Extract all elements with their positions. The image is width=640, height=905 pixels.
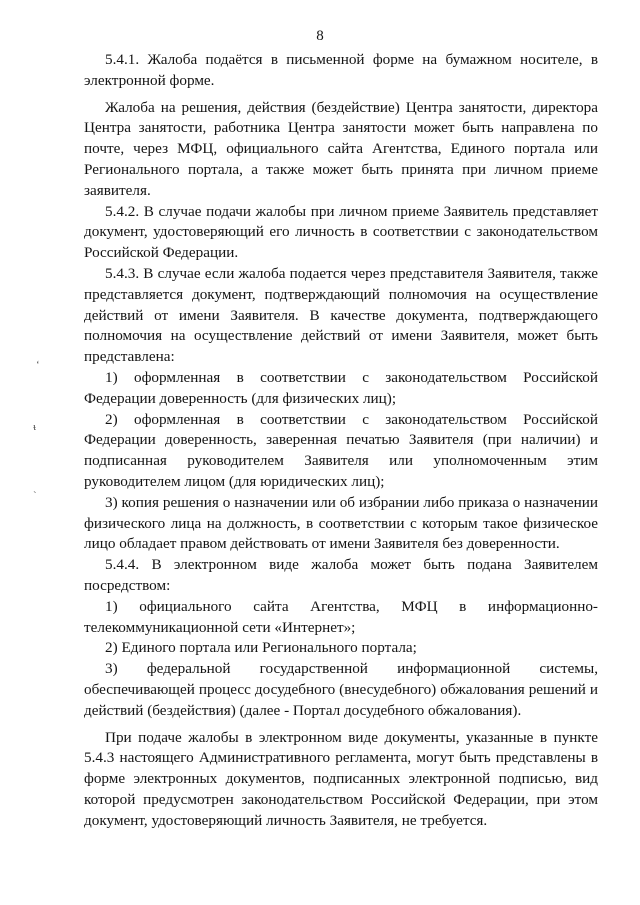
paragraph-complaint-channels: Жалоба на решения, действия (бездействие) Центра занятости, директора Центра занятости, работника Центра занятости может быть направлена по почте, через МФЦ, официального сайта Агентства, Единого портала или Регионального портала, а также может быть принята при личном приеме заявителя. bbox=[84, 98, 598, 199]
document-body bbox=[84, 50, 598, 831]
scan-mark: ʻ bbox=[36, 359, 40, 371]
list-item-official-site: 1) официального сайта Агентства, МФЦ в информационно-телекоммуникационной сети «Интернет»; bbox=[84, 597, 598, 636]
list-item-federal-system: 3) федеральной государственной информационной системы, обеспечивающей процесс досудебного (внесудебного) обжалования решений и действий (бездействия) (далее - Портал досудебного обжалования). bbox=[84, 660, 598, 719]
page-number: 8 bbox=[316, 28, 324, 44]
list-item-appointment-copy: 3) копия решения о назначении или об избрании либо приказа о назначении физического лица на должность, в соответствии с которым такое физическое лицо обладает правом действовать от имени Заявителя без доверенности. bbox=[84, 493, 598, 553]
paragraph-electronic-documents: При подаче жалобы в электронном виде документы, указанные в пункте 5.4.3 настоящего Административного регламента, могут быть представлены в форме электронных документов, подписанных электронной подписью, вид которой предусмотрен законодательством Российской Федерации, при этом документ, удостоверяющий личность Заявителя, не требуется. bbox=[84, 728, 598, 829]
paragraph-5-4-1: 5.4.1. Жалоба подаётся в письменной форме на бумажном носителе, в электронной форме. bbox=[84, 51, 598, 89]
list-item-unified-portal: 2) Единого портала или Регионального портала; bbox=[105, 639, 417, 657]
list-item-power-of-attorney-legal: 2) оформленная в соответствии с законодательством Российской Федерации доверенность, заверенная печатью Заявителя (при наличии) и подписанная руководителем Заявителя или уполномоченным этим руководителем лицом (для юридических лиц); bbox=[84, 410, 598, 490]
paragraph-5-4-2: 5.4.2. В случае подачи жалобы при личном приеме Заявитель представляет документ, удостоверяющий его личность в соответствии с законодательством Российской Федерации. bbox=[84, 202, 598, 262]
scan-mark: ᵼ bbox=[33, 421, 36, 433]
paragraph-5-4-4: 5.4.4. В электронном виде жалоба может быть подана Заявителем посредством: bbox=[84, 556, 598, 594]
list-item-power-of-attorney-individual: 1) оформленная в соответствии с законодательством Российской Федерации доверенность (для физических лиц); bbox=[84, 368, 598, 407]
scan-mark: ˴ bbox=[33, 485, 37, 497]
paragraph-5-4-3: 5.4.3. В случае если жалоба подается через представителя Заявителя, также представляется документ, подтверждающий полномочия на осуществление действий от имени Заявителя. В качестве документа, подтверждающего полномочия на осуществление действий от имени Заявителя, может быть представлена: bbox=[84, 264, 598, 366]
